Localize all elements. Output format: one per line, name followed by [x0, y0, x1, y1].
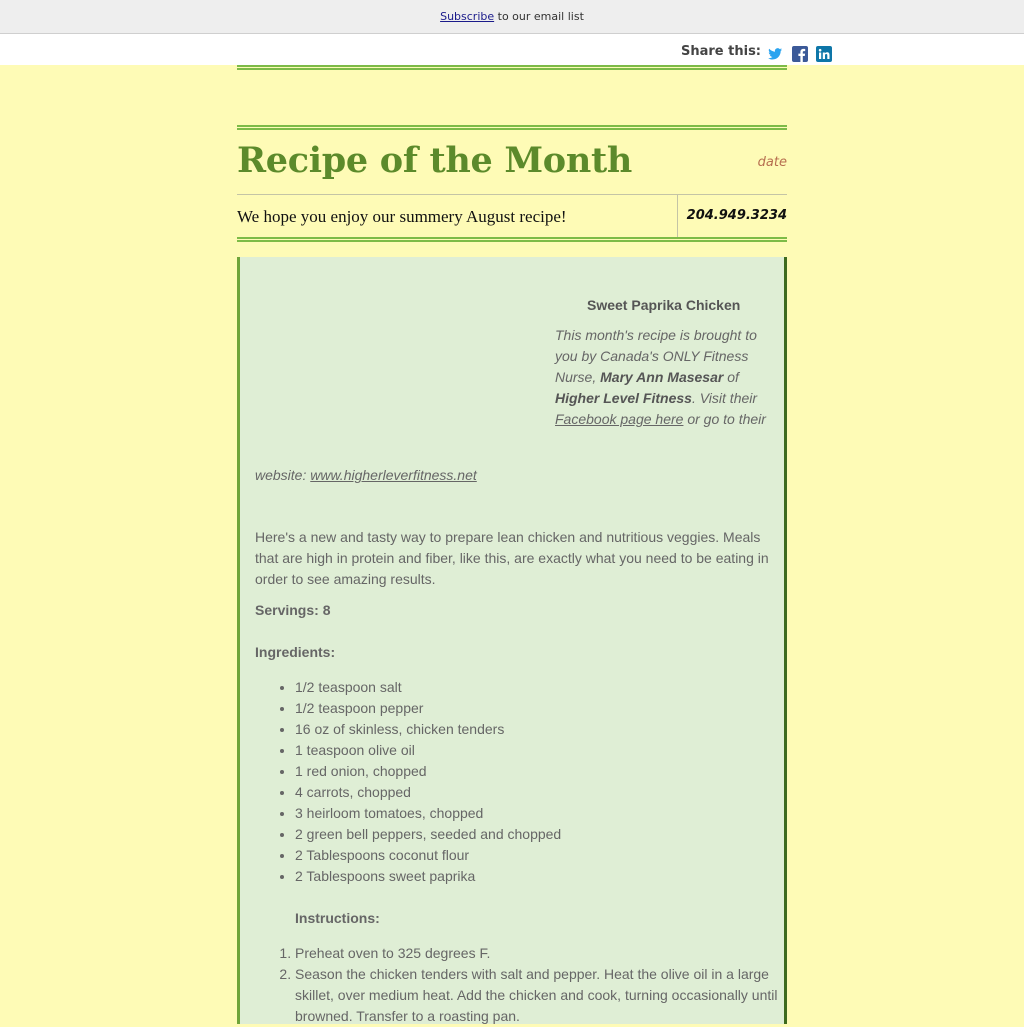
divider-header-bottom — [237, 237, 787, 242]
share-bar — [0, 34, 1024, 65]
linkedin-icon[interactable] — [816, 46, 832, 62]
ingredient-item: • 3 heirloom tomatoes, chopped — [295, 803, 561, 824]
phone-number: 204.949.3234 — [686, 208, 787, 223]
recipe-description: Here's a new and tasty way to prepare lean chicken and nutritious veggies. Meals that are high in protein and fiber, like this, are exactly what you need to be eating in order to see amazing results. — [255, 529, 769, 587]
facebook-icon[interactable] — [792, 46, 808, 62]
facebook-page-link[interactable]: Facebook page here — [555, 411, 684, 427]
instructions-list — [255, 943, 805, 1027]
date-label: date — [757, 155, 787, 170]
ingredient-item: • 4 carrots, chopped — [295, 782, 561, 803]
recipe-panel — [237, 257, 787, 1024]
page-title: Recipe of the Month — [237, 140, 632, 181]
tagline: We hope you enjoy our summery August recipe! — [237, 207, 567, 226]
divider-thin — [237, 194, 787, 195]
divider-vertical — [677, 194, 678, 238]
ingredient-item: • 1 teaspoon olive oil — [295, 740, 561, 761]
ingredient-item: • 1/2 teaspoon salt — [295, 677, 561, 698]
website-link[interactable]: www.higherleverfitness.net — [310, 467, 477, 483]
ingredient-item: • 2 Tablespoons coconut flour — [295, 845, 561, 866]
company-name: Higher Level Fitness — [555, 390, 692, 406]
servings: Servings: 8 — [255, 602, 331, 618]
recipe-name: Sweet Paprika Chicken — [587, 297, 741, 313]
ingredient-item: • 2 Tablespoons sweet paprika — [295, 866, 561, 887]
instruction-step: 2. Season the chicken tenders with salt and pepper. Heat the olive oil in a large skillet, over medium heat. Add the chicken and cook, turning occasionally until browned. Transfer to a roasting pan. — [295, 964, 805, 1027]
ingredient-item: • 16 oz of skinless, chicken tenders — [295, 719, 561, 740]
ingredient-item: • 1 red onion, chopped — [295, 761, 561, 782]
share-label: Share this: — [681, 44, 762, 59]
website-line: website: www.higherleverfitness.net — [255, 467, 477, 483]
instruction-step: 1. Preheat oven to 325 degrees F. — [295, 943, 805, 964]
ingredient-item: • 1/2 teaspoon pepper — [295, 698, 561, 719]
recipe-intro: This month's recipe is brought to you by Canada's ONLY Fitness Nurse, Mary Ann Masesar of Higher Level Fitness. Visit their Facebook page here or go to their — [555, 327, 766, 427]
subscribe-link[interactable]: Subscribe — [440, 10, 495, 23]
ingredients-heading: Ingredients: — [255, 644, 336, 660]
instructions-heading: Instructions: — [295, 910, 380, 926]
divider-top — [237, 65, 787, 70]
twitter-icon[interactable] — [767, 46, 783, 62]
subscribe-bar — [0, 0, 1024, 34]
subscribe-text: to our email list — [494, 10, 584, 23]
ingredients-list — [255, 677, 561, 887]
ingredient-item: • 2 green bell peppers, seeded and chopped — [295, 824, 561, 845]
divider-title-top — [237, 125, 787, 130]
author-name: Mary Ann Masesar — [600, 369, 724, 385]
